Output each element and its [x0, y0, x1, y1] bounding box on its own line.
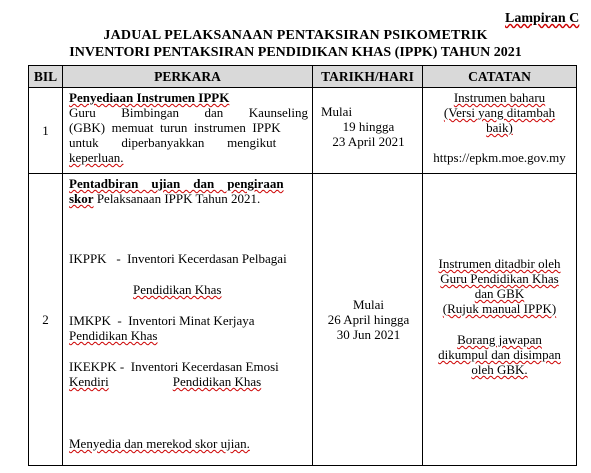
row1-catatan [423, 88, 577, 174]
row1-perkara-title: Penyediaan Instrumen IPPK [69, 90, 230, 105]
ikekpk-pendidikan-khas: Pendidikan Khas [172, 374, 262, 389]
row2-catatan-line2: Guru Pendidikan Khas [440, 271, 559, 286]
ikekpk-line2 [69, 374, 308, 389]
row2-catatan-line5: Borang jawapan [457, 332, 542, 347]
row1-perkara-line4: keperluan. [69, 150, 124, 165]
row1-catatan-url: https://epkm.moe.gov.my [433, 150, 566, 165]
row2-perkara-title-line1: Pentadbiran ujian dan pengiraan [69, 176, 284, 191]
row1-tarikh-line3: 23 April 2021 [332, 134, 405, 149]
ikekpk-kendiri: Kendiri [69, 374, 109, 389]
ikekpk-line1: IKEKPK - Inventori Kecerdasan Emosi [69, 359, 279, 374]
row1-perkara-line1: Guru Bimbingan dan Kaunseling [69, 105, 308, 120]
table-header-row [29, 66, 577, 88]
row2-perkara-title-rest: Pelaksanaan IPPK Tahun 2021. [93, 191, 261, 206]
row2-tarikh [313, 174, 423, 466]
row2-perkara [63, 174, 313, 466]
attachment-label: Lampiran C [505, 11, 580, 26]
ikppk-line1: IKPPK - Inventori Kecerdasan Pelbagai [69, 251, 287, 266]
row1-perkara-line3: untuk diperbanyakkan mengikut [69, 135, 277, 150]
row1-bil: 1 [29, 88, 63, 174]
header-bil: BIL [29, 66, 63, 88]
row2-catatan-line1: Instrumen ditadbir oleh [438, 256, 561, 271]
imkpk-line1: IMKPK - Inventori Minat Kerjaya [69, 313, 255, 328]
row2-bil: 2 [29, 174, 63, 466]
imkpk-line2: Pendidikan Khas [69, 328, 158, 343]
header-tarikh: TARIKH/HARI [313, 66, 423, 88]
row2-tarikh-line3: 30 Jun 2021 [336, 327, 401, 342]
row2-tarikh-line1: Mulai [352, 297, 385, 312]
document-title-line2: INVENTORI PENTAKSIRAN PENDIDIKAN KHAS (IPPK) TAHUN 2021 [69, 45, 522, 60]
row2-perkara-title-skor: skor [69, 191, 94, 206]
row2-catatan-line7: oleh GBK. [471, 362, 528, 377]
document-title-line1: JADUAL PELAKSANAAN PENTAKSIRAN PSIKOMETRIK [103, 28, 488, 43]
header-perkara: PERKARA [63, 66, 313, 88]
row2-catatan [423, 174, 577, 466]
row1-perkara-line2: (GBK) memuat turun instrumen IPPK [69, 120, 281, 135]
row1-tarikh [313, 88, 423, 174]
row1-catatan-line2: (Versi yang ditambah [443, 105, 556, 120]
header-catatan: CATATAN [423, 66, 577, 88]
row2-catatan-line4: (Rujuk manual IPPK) [442, 301, 557, 316]
row1-catatan-line1: Instrumen baharu [453, 90, 546, 105]
row1-catatan-line3: baik) [486, 120, 513, 135]
row2-perkara-title-line2 [69, 191, 308, 206]
row2-catatan-line3: dan GBK [474, 286, 525, 301]
row1-tarikh-line1: Mulai [321, 104, 353, 119]
ikppk-line2: Pendidikan Khas [133, 282, 222, 297]
row1-perkara [63, 88, 313, 174]
row2-catatan-line6: dikumpul dan disimpan [438, 347, 561, 362]
row1-tarikh-line2: 19 hingga [342, 119, 395, 134]
row2-last-line: Menyedia dan merekod skor ujian. [69, 436, 250, 451]
table-row-1 [29, 88, 577, 174]
row2-tarikh-line2: 26 April hingga [327, 312, 410, 327]
schedule-table [28, 65, 577, 466]
table-row-2 [29, 174, 577, 466]
